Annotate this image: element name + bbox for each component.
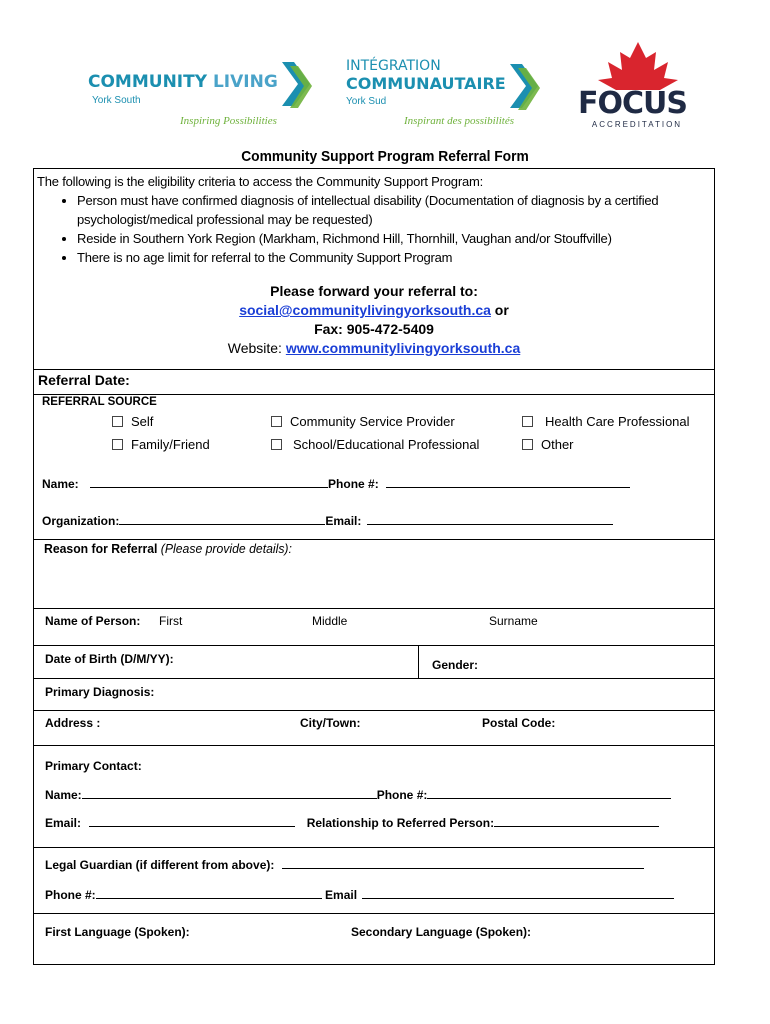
organization-label: Organization:: [42, 514, 120, 528]
checkbox-community-service-provider[interactable]: [271, 414, 455, 429]
checkbox-family-friend[interactable]: [112, 437, 210, 452]
chevron-stripes-icon: [508, 60, 544, 116]
divider: [34, 645, 714, 646]
guardian-input[interactable]: [282, 857, 644, 869]
referrer-email-label: Email:: [325, 514, 362, 528]
guardian-contact-row: [45, 887, 674, 902]
focus-accreditation-logo: [572, 40, 702, 132]
checkbox-icon[interactable]: [112, 439, 123, 450]
contact-phone-label: Phone #:: [376, 788, 428, 802]
integration-communautaire-logo: [336, 50, 556, 135]
logo-word-communautaire: COMMUNAUTAIRE: [346, 74, 506, 93]
referrer-phone-label: Phone #:: [328, 477, 379, 491]
logo-tagline-fr: Inspirant des possibilités: [404, 115, 515, 127]
community-living-logo: [88, 58, 318, 133]
criteria-item: • There is no age limit for referral to the Community Support Program: [77, 248, 707, 267]
secondary-language-label: Secondary Language (Spoken):: [351, 925, 532, 939]
criteria-item: • Reside in Southern York Region (Markham, Richmond Hill, Thornhill, Vaughan and/or Stouffville): [77, 229, 707, 248]
forward-or: or: [490, 302, 509, 318]
option-label: Self: [131, 414, 154, 429]
checkbox-icon[interactable]: [522, 416, 533, 427]
criteria-item: • Person must have confirmed diagnosis of intellectual disability (Documentation of diagnosis by a certified psychologist/medical professional may be requested): [77, 191, 707, 229]
divider: [34, 539, 714, 540]
referrer-email-input[interactable]: [367, 513, 613, 525]
person-middle-label[interactable]: Middle: [312, 614, 348, 628]
maple-leaf-icon: [596, 40, 680, 92]
first-language-label: First Language (Spoken):: [45, 925, 190, 939]
divider: [34, 608, 714, 609]
guardian-row: [45, 857, 644, 872]
contact-phone-input[interactable]: [427, 787, 671, 799]
contact-email-label: Email:: [45, 816, 82, 830]
logo-word-integration: INTÉGRATION: [346, 58, 441, 74]
option-label: Community Service Provider: [290, 414, 455, 429]
option-label: Health Care Professional: [545, 414, 690, 429]
guardian-phone-input[interactable]: [96, 887, 322, 899]
divider-vertical: [418, 645, 419, 678]
checkbox-self[interactable]: [112, 414, 153, 429]
divider: [34, 913, 714, 914]
relationship-input[interactable]: [494, 815, 659, 827]
criteria-list: [37, 191, 707, 267]
guardian-email-label: Email: [325, 888, 358, 902]
gender-label: Gender:: [432, 658, 479, 672]
option-label: School/Educational Professional: [293, 437, 480, 452]
contact-name-label: Name:: [45, 788, 82, 802]
divider: [34, 369, 714, 370]
logo-sub: York South: [92, 95, 141, 106]
logo-tagline: Inspiring Possibilities: [180, 115, 277, 127]
community-living-wordmark: [88, 72, 278, 92]
referrer-phone-input[interactable]: [386, 476, 630, 488]
city-label: City/Town:: [300, 716, 361, 730]
option-label: Other: [541, 437, 574, 452]
chevron-stripes-icon: [280, 58, 316, 114]
guardian-label: Legal Guardian (if different from above):: [45, 858, 275, 872]
focus-sub: ACCREDITATION: [591, 120, 683, 129]
checkbox-icon[interactable]: [112, 416, 123, 427]
intro-lead: The following is the eligibility criteria to access the Community Support Program:: [37, 174, 484, 189]
primary-contact-heading: Primary Contact:: [45, 759, 142, 773]
organization-input[interactable]: [119, 513, 325, 525]
divider: [34, 745, 714, 746]
reason-hint: (Please provide details):: [160, 541, 292, 556]
dob-label: Date of Birth (D/M/YY):: [45, 652, 174, 666]
person-surname-label[interactable]: Surname: [489, 614, 538, 628]
forward-website-row: [33, 339, 715, 358]
email-link[interactable]: social@communitylivingyorksouth.ca: [239, 302, 491, 318]
contact-name-input[interactable]: [82, 787, 377, 799]
guardian-email-input[interactable]: [362, 887, 674, 899]
contact-name-row: [45, 787, 671, 802]
checkbox-icon[interactable]: [271, 416, 282, 427]
website-link[interactable]: www.communitylivingyorksouth.ca: [285, 340, 521, 356]
eligibility-criteria: [37, 172, 707, 267]
logo-word-2: LIVING: [212, 72, 278, 92]
contact-email-input[interactable]: [89, 815, 295, 827]
address-label: Address :: [45, 716, 101, 730]
reason-textarea[interactable]: [36, 560, 712, 604]
logo-word-1: COMMUNITY: [88, 72, 208, 92]
referrer-name-row: [42, 476, 630, 491]
person-first-label[interactable]: First: [159, 614, 183, 628]
forward-email-row: [33, 301, 715, 320]
logo-sub-fr: York Sud: [346, 96, 387, 107]
checkbox-icon[interactable]: [271, 439, 282, 450]
option-label: Family/Friend: [131, 437, 210, 452]
relationship-label: Relationship to Referred Person:: [306, 816, 495, 830]
forward-heading: Please forward your referral to:: [270, 283, 478, 299]
primary-diagnosis-label: Primary Diagnosis:: [45, 685, 155, 699]
forward-fax: Fax: 905-472-5409: [314, 321, 434, 337]
referrer-org-row: [42, 513, 613, 528]
divider: [34, 678, 714, 679]
focus-wordmark: FOCUS: [578, 86, 687, 121]
checkbox-school-educational-professional[interactable]: [271, 437, 479, 452]
checkbox-health-care-professional[interactable]: [522, 414, 690, 429]
contact-email-row: [45, 815, 659, 830]
checkbox-icon[interactable]: [522, 439, 533, 450]
person-name-label: Name of Person:: [45, 614, 141, 628]
divider: [34, 847, 714, 848]
website-label: Website:: [227, 340, 286, 356]
referral-date-label: Referral Date:: [38, 372, 130, 388]
reason-row: [44, 541, 292, 556]
postal-code-label: Postal Code:: [482, 716, 556, 730]
reason-label: Reason for Referral: [44, 541, 161, 556]
form-title: Community Support Program Referral Form: [241, 148, 529, 165]
referrer-name-input[interactable]: [90, 476, 328, 488]
referral-source-heading: REFERRAL SOURCE: [42, 396, 157, 408]
referrer-name-label: Name:: [42, 477, 79, 491]
divider: [34, 394, 714, 395]
guardian-phone-label: Phone #:: [45, 888, 96, 902]
divider: [34, 710, 714, 711]
checkbox-other[interactable]: [522, 437, 574, 452]
